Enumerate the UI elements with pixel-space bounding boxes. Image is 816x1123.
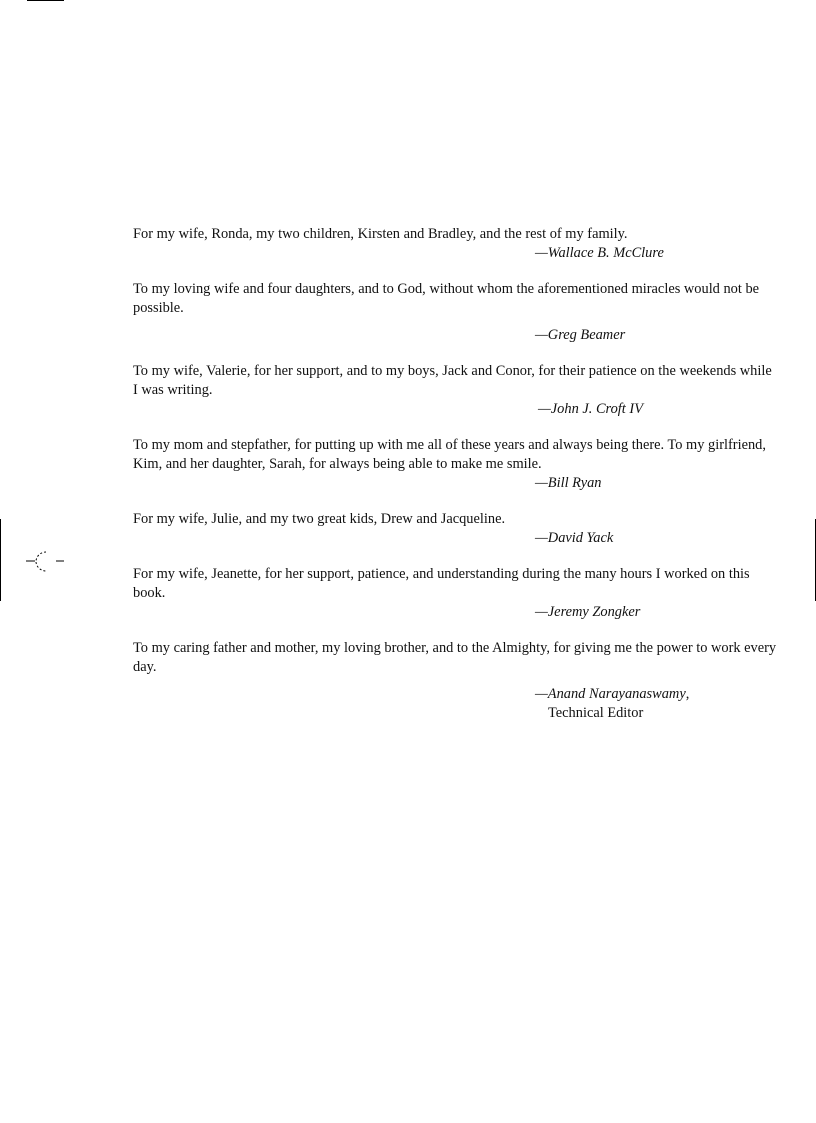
dedication-signature-line <box>133 685 778 704</box>
crop-mark-top <box>27 0 64 1</box>
dedication-jeremy <box>133 565 778 622</box>
dedication-text: To my wife, Valerie, for her support, and to my boys, Jack and Conor, for their patience on the weekends while I was writing. <box>133 363 772 398</box>
dedication-text: To my mom and stepfather, for putting up with me all of these years and always being there. To my girlfriend, Kim, and her daughter, Sarah, for always being able to make me smile. <box>133 437 766 472</box>
signature-comma: , <box>685 686 690 702</box>
dedication-wallace <box>133 225 778 263</box>
dedication-signature: —Wallace B. McClure <box>535 245 664 261</box>
dedication-bill <box>133 436 778 493</box>
dedication-text: To my caring father and mother, my loving brother, and to the Almighty, for giving me the power to work every day. <box>133 640 777 675</box>
dedication-signature: —Jeremy Zongker <box>535 604 641 620</box>
dedication-anand <box>133 639 778 723</box>
dedication-signature: —Greg Beamer <box>535 327 626 343</box>
dedication-text: For my wife, Jeanette, for her support, patience, and understanding during the many hours I worked on this book. <box>133 566 750 601</box>
dedication-signature: —Anand Narayanaswamy <box>535 686 686 702</box>
dedication-signature: —Bill Ryan <box>535 475 602 491</box>
crop-mark-left <box>0 519 1 601</box>
dedication-text: For my wife, Julie, and my two great kids, Drew and Jacqueline. <box>133 511 506 527</box>
dedication-signature: —John J. Croft IV <box>538 401 643 417</box>
signature-role: Technical Editor <box>548 705 644 721</box>
dedication-page <box>133 225 778 740</box>
dedication-greg <box>133 280 778 345</box>
dedication-text: For my wife, Ronda, my two children, Kirsten and Bradley, and the rest of my family. <box>133 226 628 242</box>
dedication-signature: —David Yack <box>535 530 614 546</box>
dedication-text: To my loving wife and four daughters, and to God, without whom the aforementioned miracles would not be possible. <box>133 281 760 316</box>
dedication-john <box>133 362 778 419</box>
registration-mark-icon <box>26 548 66 576</box>
dedication-david <box>133 510 778 548</box>
